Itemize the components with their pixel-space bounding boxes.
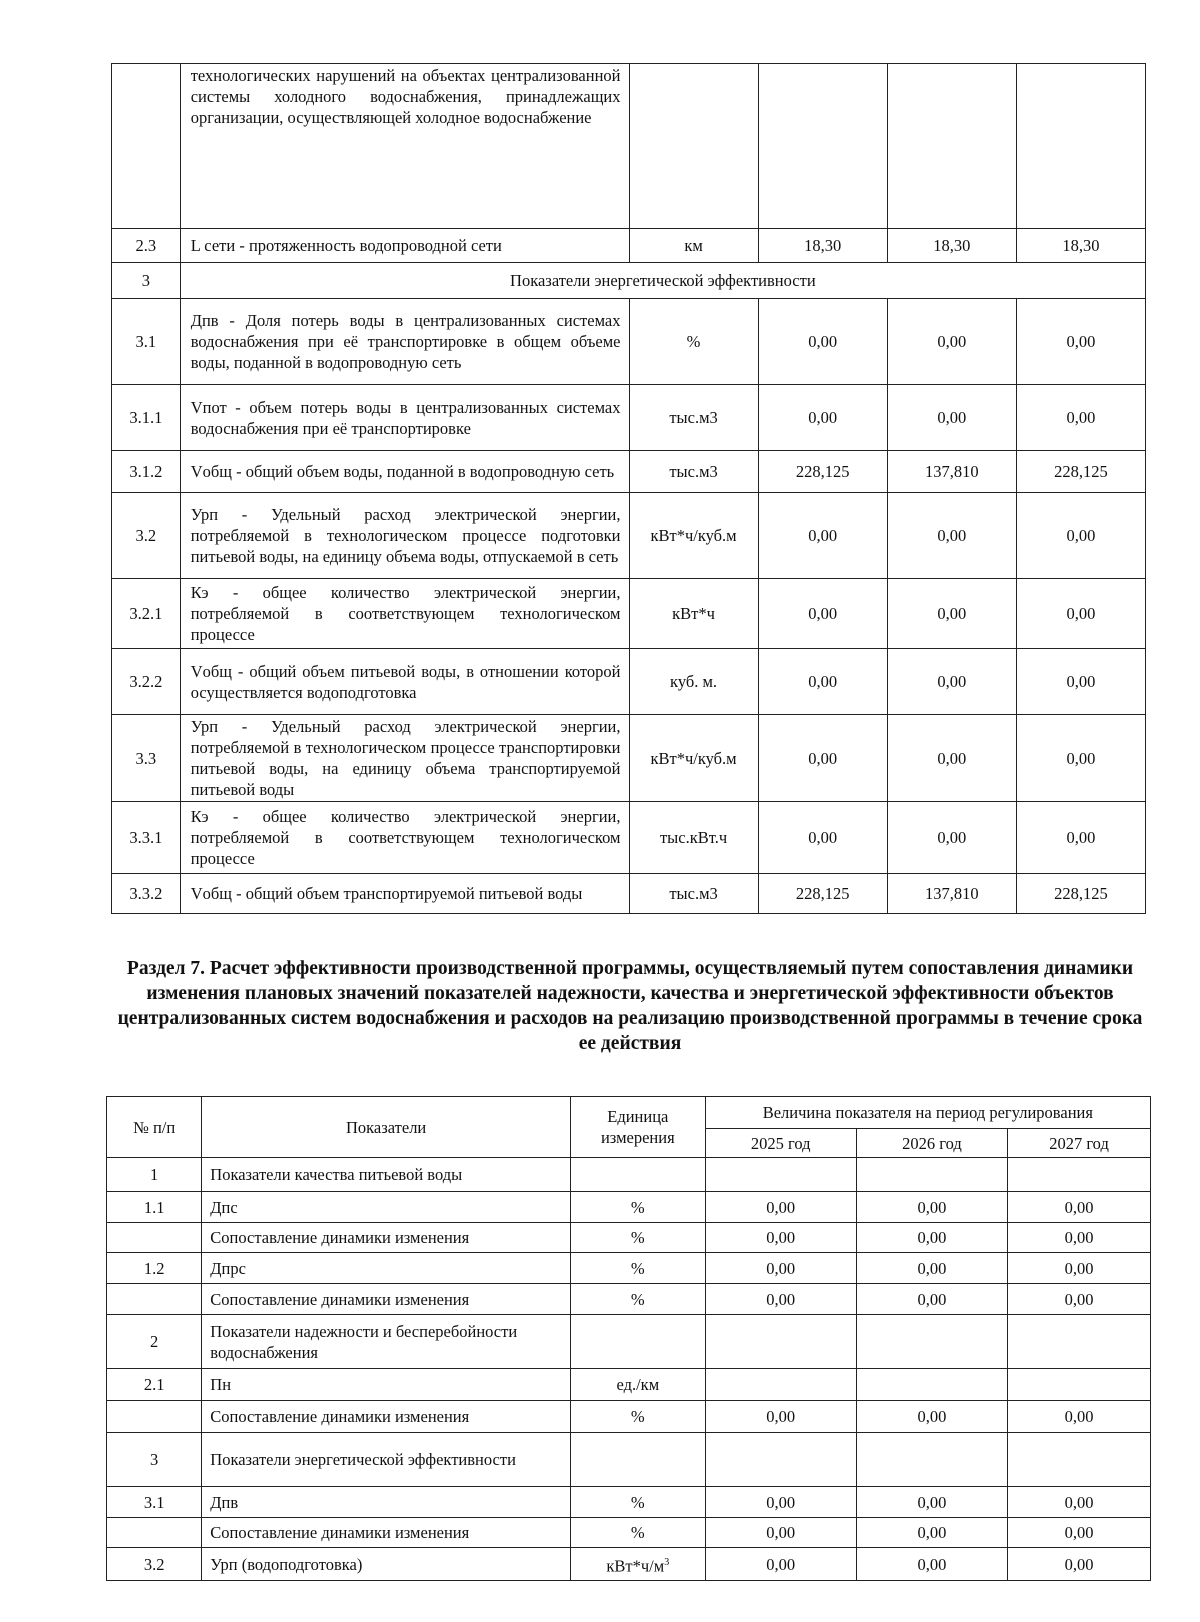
unit: куб. м. — [629, 649, 758, 715]
unit — [570, 1158, 705, 1192]
value-2027: 0,00 — [1008, 1284, 1151, 1315]
indicator-name: Дпв - Доля потерь воды в централизованных системах водоснабжения при её транспортировке в общем объеме воды, поданной в водопроводную сеть — [180, 299, 629, 385]
unit: тыс.м3 — [629, 451, 758, 493]
indicator-name: Сопоставление динамики изменения — [202, 1223, 571, 1253]
unit-text: % — [630, 1407, 645, 1426]
value-2026: 0,00 — [856, 1253, 1007, 1284]
table-row — [107, 1192, 1151, 1223]
header-period: Величина показателя на период регулирования — [705, 1097, 1150, 1129]
unit-text: % — [630, 1258, 645, 1278]
table-row — [107, 1518, 1151, 1548]
value-2025: 0,00 — [705, 1284, 856, 1315]
unit — [570, 1369, 705, 1401]
value-2027: 0,00 — [1016, 299, 1145, 385]
value-2026: 0,00 — [856, 1284, 1007, 1315]
table-row — [112, 385, 1146, 451]
unit-text: % — [630, 1492, 645, 1512]
header-name: Показатели — [202, 1097, 571, 1158]
header-year-2027: 2027 год — [1008, 1129, 1151, 1158]
value-2025: 0,00 — [758, 579, 887, 649]
indicator-name: Vобщ - общий объем транспортируемой питьевой воды — [180, 874, 629, 914]
table-row — [112, 579, 1146, 649]
value-2026 — [856, 1158, 1007, 1192]
header-year-2025: 2025 год — [705, 1129, 856, 1158]
value-2025: 0,00 — [705, 1401, 856, 1433]
value-2027: 0,00 — [1016, 715, 1145, 802]
value-2025: 0,00 — [758, 493, 887, 579]
row-num: 2.3 — [112, 229, 181, 263]
row-num: 2.1 — [107, 1369, 202, 1401]
unit — [570, 1518, 705, 1548]
value-2026: 18,30 — [887, 229, 1016, 263]
indicator-name: L сети - протяженность водопроводной сети — [180, 229, 629, 263]
row-num — [107, 1518, 202, 1548]
value-2025: 0,00 — [758, 385, 887, 451]
value-2025: 0,00 — [758, 802, 887, 874]
value-2026: 0,00 — [887, 649, 1016, 715]
unit: кВт*ч — [629, 579, 758, 649]
value-2027: 0,00 — [1016, 802, 1145, 874]
indicator-name: Дпс — [202, 1192, 571, 1223]
table-row — [107, 1315, 1151, 1369]
value-2025 — [705, 1315, 856, 1369]
row-num: 3 — [107, 1433, 202, 1487]
row-num: 3.1 — [112, 299, 181, 385]
table-row — [107, 1487, 1151, 1518]
row-num: 3 — [112, 263, 181, 299]
value-2026: 0,00 — [856, 1223, 1007, 1253]
value-2027: 0,00 — [1016, 493, 1145, 579]
unit — [570, 1253, 705, 1284]
value-2027: 228,125 — [1016, 874, 1145, 914]
value-2025: 0,00 — [758, 715, 887, 802]
unit: км — [629, 229, 758, 263]
value-2027 — [1008, 1315, 1151, 1369]
table-row — [112, 649, 1146, 715]
unit-text: кВт*ч/м — [606, 1556, 665, 1576]
value-2025: 0,00 — [758, 649, 887, 715]
unit — [570, 1548, 705, 1581]
value-2027 — [1008, 1433, 1151, 1487]
row-num: 3.1 — [107, 1487, 202, 1518]
table-row — [107, 1158, 1151, 1192]
indicator-name: Vобщ - общий объем воды, поданной в водопроводную сеть — [180, 451, 629, 493]
row-num: 3.3 — [112, 715, 181, 802]
row-num: 3.1.1 — [112, 385, 181, 451]
value-2026: 137,810 — [887, 451, 1016, 493]
value-2026: 0,00 — [856, 1487, 1007, 1518]
table-row — [107, 1253, 1151, 1284]
value-2026: 0,00 — [887, 299, 1016, 385]
unit — [570, 1487, 705, 1518]
value-2026: 0,00 — [887, 385, 1016, 451]
row-num: 3.2.2 — [112, 649, 181, 715]
unit: тыс.м3 — [629, 385, 758, 451]
unit — [570, 1192, 705, 1223]
indicator-name: Показатели энергетической эффективности — [202, 1433, 571, 1487]
unit: кВт*ч/куб.м — [629, 493, 758, 579]
unit — [570, 1433, 705, 1487]
indicator-name: Vпот - объем потерь воды в централизованных системах водоснабжения при её транспортировке — [180, 385, 629, 451]
row-num — [107, 1223, 202, 1253]
section-title: Показатели энергетической эффективности — [180, 263, 1145, 299]
indicator-name: Vобщ - общий объем питьевой воды, в отношении которой осуществляется водоподготовка — [180, 649, 629, 715]
table-row — [112, 229, 1146, 263]
value-2026: 0,00 — [856, 1401, 1007, 1433]
row-num — [107, 1284, 202, 1315]
section-7-heading: Раздел 7. Расчет эффективности производственной программы, осуществляемый путем сопоставления динамики изменения плановых значений показателей надежности, качества и энергетической эффективности объектов централизованных систем водоснабжения и расходов на реализацию производственной программы в течение срока ее действия — [117, 958, 1143, 1054]
value-2027: 0,00 — [1016, 385, 1145, 451]
continuation-text: технологических нарушений на объектах централизованной системы холодного водоснабжения, принадлежащих организации, осуществляющей холодное водоснабжение — [180, 64, 629, 229]
empty-cell — [1016, 64, 1145, 229]
table-row — [112, 874, 1146, 914]
value-2026: 0,00 — [887, 493, 1016, 579]
table-row — [112, 64, 1146, 229]
indicator-name: Сопоставление динамики изменения — [202, 1284, 571, 1315]
value-2027: 0,00 — [1008, 1192, 1151, 1223]
value-2025: 228,125 — [758, 874, 887, 914]
value-2026: 0,00 — [856, 1548, 1007, 1581]
row-num: 3.3.2 — [112, 874, 181, 914]
row-num — [107, 1401, 202, 1433]
unit-superscript: 3 — [664, 1556, 670, 1568]
efficiency-comparison-table — [106, 1096, 1151, 1581]
row-num: 1.1 — [107, 1192, 202, 1223]
value-2027: 0,00 — [1008, 1548, 1151, 1581]
indicator-name: Пн — [202, 1369, 571, 1401]
value-2026: 137,810 — [887, 874, 1016, 914]
value-2026 — [856, 1315, 1007, 1369]
indicator-name: Кэ - общее количество электрической энергии, потребляемой в соответствующем технологическом процессе — [180, 579, 629, 649]
value-2027: 0,00 — [1008, 1401, 1151, 1433]
value-2025 — [705, 1158, 856, 1192]
row-num: 3.1.2 — [112, 451, 181, 493]
header-num: № п/п — [107, 1097, 202, 1158]
unit-text: ед./км — [616, 1375, 660, 1394]
value-2025: 0,00 — [705, 1487, 856, 1518]
value-2026 — [856, 1369, 1007, 1401]
indicator-name: Показатели надежности и бесперебойности водоснабжения — [202, 1315, 571, 1369]
value-2027 — [1008, 1369, 1151, 1401]
value-2026: 0,00 — [856, 1192, 1007, 1223]
row-num: 3.3.1 — [112, 802, 181, 874]
indicator-name: Кэ - общее количество электрической энергии, потребляемой в соответствующем технологическом процессе — [180, 802, 629, 874]
value-2027: 18,30 — [1016, 229, 1145, 263]
value-2027: 228,125 — [1016, 451, 1145, 493]
row-num: 1 — [107, 1158, 202, 1192]
table-row — [107, 1284, 1151, 1315]
indicator-name: Дпрс — [202, 1253, 571, 1284]
value-2026: 0,00 — [887, 802, 1016, 874]
unit — [570, 1284, 705, 1315]
value-2027 — [1008, 1158, 1151, 1192]
table-row — [112, 715, 1146, 802]
table-row — [112, 299, 1146, 385]
unit-text: % — [630, 1197, 645, 1217]
table-row — [107, 1548, 1151, 1581]
table-row — [112, 802, 1146, 874]
value-2025: 0,00 — [705, 1253, 856, 1284]
table-row — [112, 263, 1146, 299]
empty-cell — [629, 64, 758, 229]
indicator-name: Урп (водоподготовка) — [202, 1548, 571, 1581]
unit: кВт*ч/куб.м — [629, 715, 758, 802]
value-2027: 0,00 — [1016, 649, 1145, 715]
value-2025 — [705, 1369, 856, 1401]
unit: % — [629, 299, 758, 385]
value-2025: 0,00 — [705, 1518, 856, 1548]
energy-efficiency-table — [111, 63, 1146, 914]
value-2025: 228,125 — [758, 451, 887, 493]
value-2025: 0,00 — [705, 1192, 856, 1223]
unit — [570, 1401, 705, 1433]
value-2026: 0,00 — [887, 715, 1016, 802]
indicator-name: Урп - Удельный расход электрической энергии, потребляемой в технологическом процессе подготовки питьевой воды, на единицу объема воды, отпускаемой в сеть — [180, 493, 629, 579]
value-2025: 18,30 — [758, 229, 887, 263]
row-num: 3.2.1 — [112, 579, 181, 649]
unit-text: % — [630, 1523, 645, 1542]
row-num: 2 — [107, 1315, 202, 1369]
value-2025: 0,00 — [705, 1223, 856, 1253]
table-row — [107, 1401, 1151, 1433]
indicator-name: Урп - Удельный расход электрической энергии, потребляемой в технологическом процессе транспортировки питьевой воды, на единицу объема транспортируемой питьевой воды — [180, 715, 629, 802]
value-2026 — [856, 1433, 1007, 1487]
table-row — [112, 451, 1146, 493]
row-num: 3.2 — [112, 493, 181, 579]
value-2026: 0,00 — [887, 579, 1016, 649]
header-unit: Единица измерения — [570, 1097, 705, 1158]
row-num: 3.2 — [107, 1548, 202, 1581]
table-row — [107, 1223, 1151, 1253]
indicator-name: Показатели качества питьевой воды — [202, 1158, 571, 1192]
value-2027: 0,00 — [1008, 1518, 1151, 1548]
unit — [570, 1223, 705, 1253]
value-2025: 0,00 — [705, 1548, 856, 1581]
unit-text: % — [630, 1228, 645, 1247]
table-row — [112, 493, 1146, 579]
indicator-name: Сопоставление динамики изменения — [202, 1518, 571, 1548]
empty-cell — [887, 64, 1016, 229]
table-row — [107, 1369, 1151, 1401]
row-num — [112, 64, 181, 229]
value-2025: 0,00 — [758, 299, 887, 385]
row-num: 1.2 — [107, 1253, 202, 1284]
indicator-name: Сопоставление динамики изменения — [202, 1401, 571, 1433]
header-year-2026: 2026 год — [856, 1129, 1007, 1158]
unit-text: % — [630, 1289, 645, 1309]
value-2026: 0,00 — [856, 1518, 1007, 1548]
table-row — [107, 1433, 1151, 1487]
unit: тыс.м3 — [629, 874, 758, 914]
value-2027: 0,00 — [1008, 1223, 1151, 1253]
indicator-name: Дпв — [202, 1487, 571, 1518]
unit: тыс.кВт.ч — [629, 802, 758, 874]
value-2027: 0,00 — [1008, 1487, 1151, 1518]
unit — [570, 1315, 705, 1369]
value-2025 — [705, 1433, 856, 1487]
value-2027: 0,00 — [1016, 579, 1145, 649]
value-2027: 0,00 — [1008, 1253, 1151, 1284]
empty-cell — [758, 64, 887, 229]
